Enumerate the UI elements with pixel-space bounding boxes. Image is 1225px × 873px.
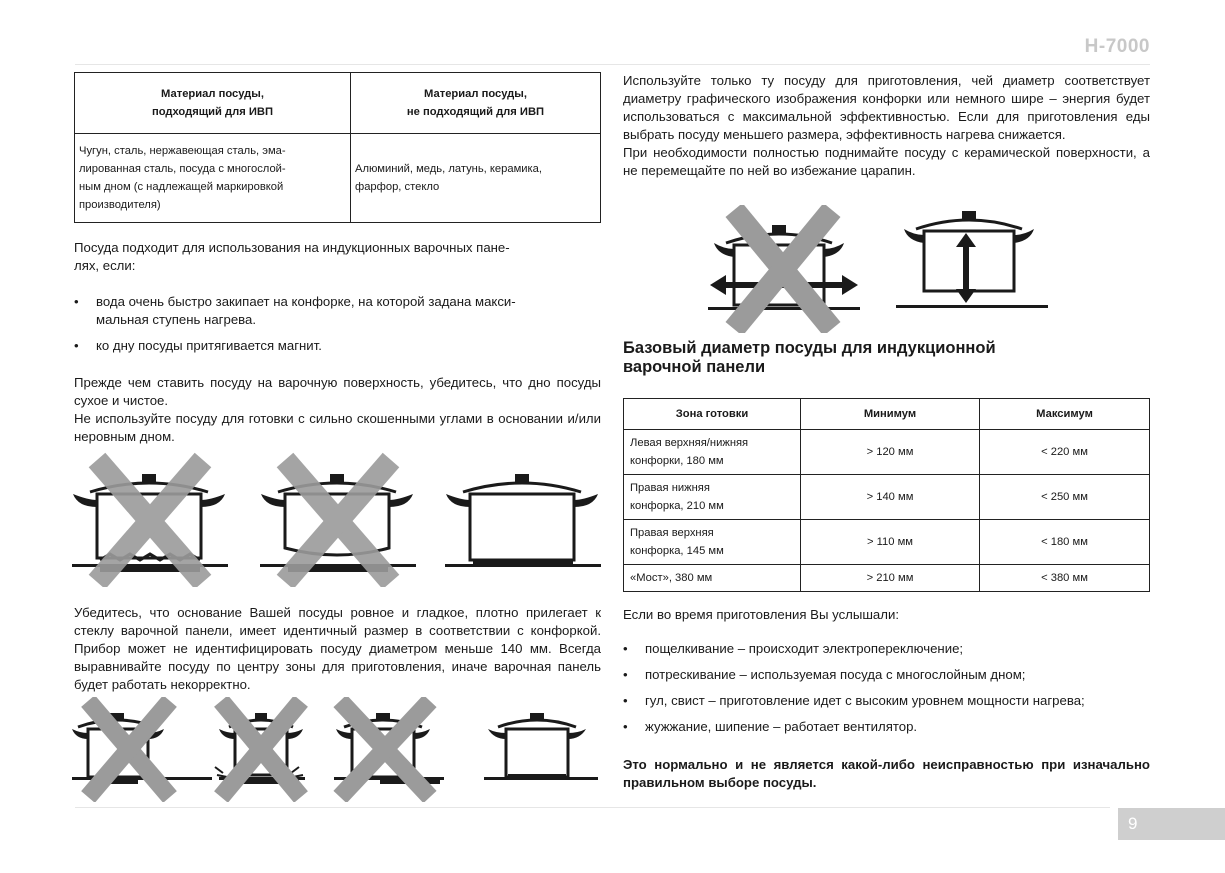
footer-divider [75,807,1110,808]
table-row [624,565,1150,592]
diameter-table-header-max: Максимум [980,399,1150,430]
zone-cell: «Мост», 380 мм [624,565,801,592]
uneven-bottom-paragraph: Не используйте посуду для готовки с сильно скошенными углами в основании и/или неровным дном. [74,411,601,444]
right-column [623,72,1150,180]
left-column [74,72,601,446]
table-row [624,475,1150,520]
list-item: • потрескивание – используемая посуда с многослойным дном; [623,666,1150,684]
moving-figures [706,205,1056,333]
pot-lift-icon [896,211,1048,308]
zone-cell: Правая нижняя конфорка, 210 мм [624,475,801,520]
noise-intro: Если во время приготовления Вы услышали: [623,607,899,622]
noise-list [623,640,1150,736]
zone-cell: Правая верхняя конфорка, 145 мм [624,520,801,565]
diameter-advice-paragraph: Используйте только ту посуду для приготовления, чей диаметр соответствует диаметру графического изображения конфорки или немного шире – энергия будет использоваться с максимальной эффективностью. Если для приготовления еды выбрать посуду меньшего размера, эффективность нагрева снижается. [623,73,1150,142]
model-name: H-7000 [1084,36,1150,57]
conclusion-note: Это нормально и не является какой-либо неисправностью при изначально правильном выборе посуды. [623,757,1150,790]
max-cell: < 180 мм [980,520,1150,565]
diameter-table-header-zone: Зона готовки [624,399,801,430]
pot-flat-bottom-icon [445,474,601,567]
material-unsuitable-cell: Алюминий, медь, латунь, керамика, фарфор, стекло [351,134,601,223]
list-item: • гул, свист – приготовление идет с высоким уровнем мощности нагрева; [623,692,1150,710]
table-row [624,520,1150,565]
size-fit-figures [70,697,605,802]
diameter-heading: Базовый диаметр посуды для индукционной варочной панели [623,339,996,376]
zone-cell: Левая верхняя/нижняя конфорки, 180 мм [624,430,801,475]
diameter-table [623,398,1150,592]
material-suitable-cell: Чугун, сталь, нержавеющая сталь, эма- лированная сталь, посуда с многослой- ным дном (с надлежащей маркировкой производителя) [75,134,351,223]
dry-clean-paragraph: Прежде чем ставить посуду на варочную поверхность, убедитесь, что дно посуды сухое и чистое. [74,375,601,408]
lift-advice-paragraph: При необходимости полностью поднимайте посуду с керамической поверхности, а не перемещайте по ней во избежание царапин. [623,145,1150,178]
diameter-table-header-min: Минимум [801,399,980,430]
min-cell: > 120 мм [801,430,980,475]
table-row [624,430,1150,475]
max-cell: < 380 мм [980,565,1150,592]
right-lower-column [623,339,1150,792]
list-item: • пощелкивание – происходит электропереключение; [623,640,1150,658]
max-cell: < 220 мм [980,430,1150,475]
flat-base-paragraph: Убедитесь, что основание Вашей посуды ровное и гладкое, плотно прилегает к стеклу варочной панели, имеет идентичный размер в соответствии с конфоркой. Прибор может не идентифицировать посуду диаметром меньше 140 мм. Всегда выравнивайте посуду по центру зоны для приготовления, иначе варочная панель будет работать некорректно. [74,605,601,692]
list-item: • жужжание, шипение – работает вентилятор. [623,718,1150,736]
min-cell: > 210 мм [801,565,980,592]
header-divider [75,64,1150,65]
material-table-header-suitable: Материал посуды, подходящий для ИВП [75,73,351,134]
bottom-shape-figures [70,452,605,587]
pot-correct-size-icon [484,713,598,780]
list-item: • вода очень быстро закипает на конфорке, на которой задана макси- мальная ступень нагрева. [74,293,601,329]
page-number: 9 [1118,808,1225,840]
suitability-list [74,293,601,355]
min-cell: > 110 мм [801,520,980,565]
material-table-header-unsuitable: Материал посуды, не подходящий для ИВП [351,73,601,134]
material-table [74,72,601,223]
suitability-intro: Посуда подходит для использования на индукционных варочных пане- лях, если: [74,240,510,273]
max-cell: < 250 мм [980,475,1150,520]
list-item: • ко дну посуды притягивается магнит. [74,337,601,355]
min-cell: > 140 мм [801,475,980,520]
